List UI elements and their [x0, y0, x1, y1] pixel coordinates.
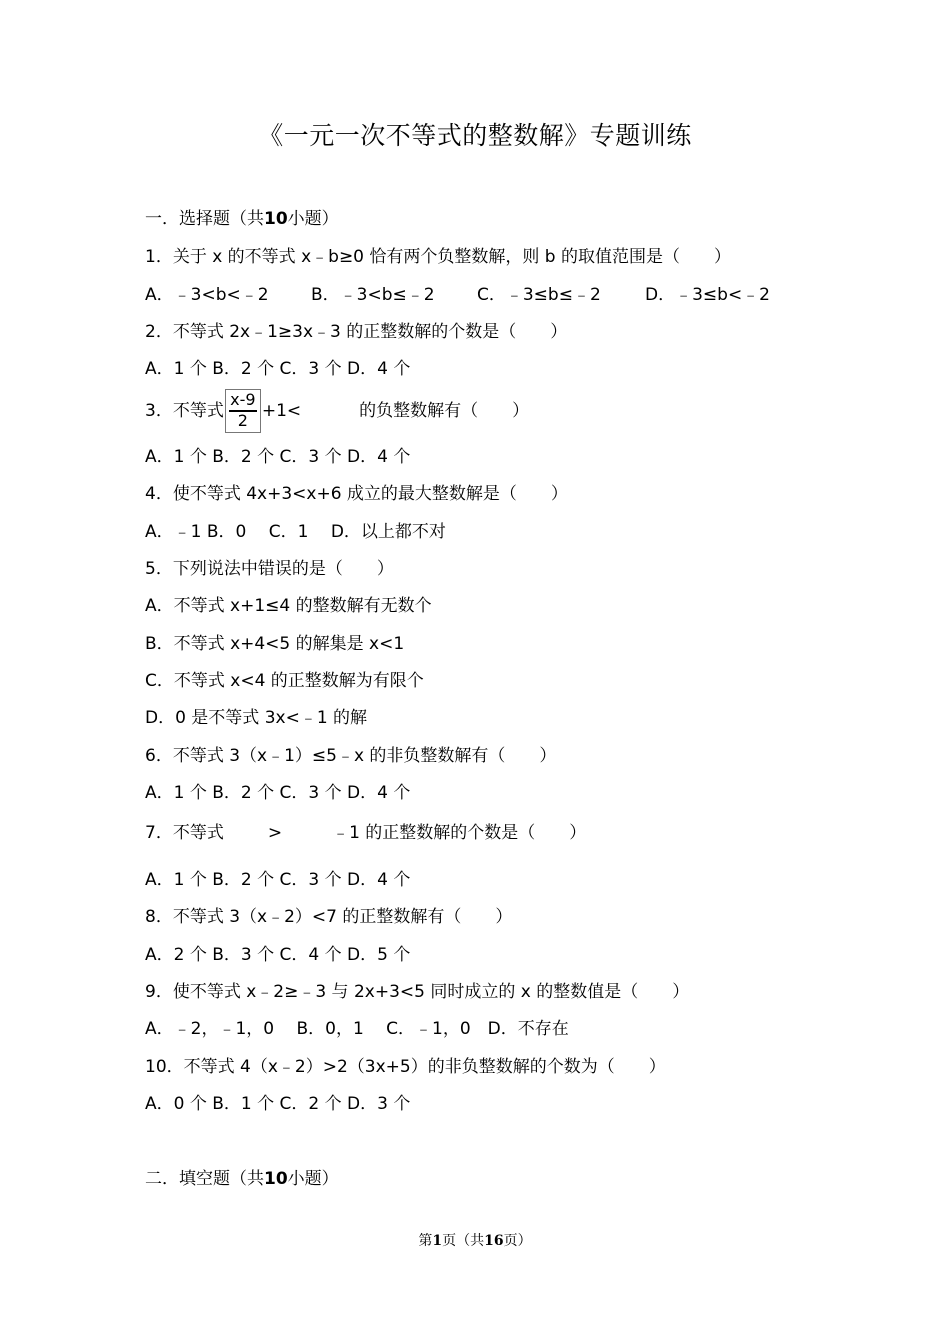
- fraction-numerator: x-9: [230, 390, 256, 409]
- section-suffix: 小题）: [287, 1169, 339, 1189]
- document-title: 《一元一次不等式的整数解》专题训练: [258, 121, 692, 150]
- option-b: B．﹣3<b≤﹣2: [311, 285, 435, 305]
- question-8: 8．不等式 3（x﹣2）<7 的正整数解有（ ）: [145, 907, 513, 927]
- question-4: 4．使不等式 4x+3<x+6 成立的最大整数解是（ ）: [145, 484, 568, 504]
- page-footer: [0, 1230, 950, 1250]
- question-4-options: A．﹣1 B．0 C．1 D．以上都不对: [145, 522, 446, 542]
- question-6: 6．不等式 3（x﹣1）≤5﹣x 的非负整数解有（ ）: [145, 746, 557, 766]
- fraction-image: [225, 389, 261, 433]
- question-5-option-c: C．不等式 x<4 的正整数解为有限个: [145, 671, 424, 691]
- question-3-options: A．1 个 B．2 个 C．3 个 D．4 个: [145, 447, 411, 467]
- question-9-options: A．﹣2，﹣1，0 B．0，1 C．﹣1，0 D．不存在: [145, 1019, 569, 1039]
- footer-pre: 第: [418, 1233, 433, 1249]
- question-1: 1．关于 x 的不等式 x﹣b≥0 恰有两个负整数解，则 b 的取值范围是（ ）: [145, 247, 732, 267]
- option-d: D．﹣3≤b<﹣2: [645, 285, 771, 305]
- question-8-options: A．2 个 B．3 个 C．4 个 D．5 个: [145, 945, 411, 965]
- greater-than-sign: >: [267, 823, 283, 843]
- option-c: C．﹣3≤b≤﹣2: [477, 285, 601, 305]
- section-heading-fill: [145, 1168, 339, 1190]
- section-prefix: 二．填空题（共: [145, 1169, 264, 1189]
- question-7-options: A．1 个 B．2 个 C．3 个 D．4 个: [145, 870, 411, 890]
- question-2: 2．不等式 2x﹣1≥3x﹣3 的正整数解的个数是（ ）: [145, 322, 568, 342]
- question-5-option-a: A．不等式 x+1≤4 的整数解有无数个: [145, 596, 432, 616]
- question-10: 10．不等式 4（x﹣2）>2（3x+5）的非负整数解的个数为（ ）: [145, 1057, 666, 1077]
- footer-mid: 页（共: [442, 1233, 485, 1249]
- footer-total-pages: 16: [484, 1233, 504, 1249]
- question-1-options: [145, 284, 770, 306]
- question-3: [145, 387, 529, 435]
- question-10-options: A．0 个 B．1 个 C．2 个 D．3 个: [145, 1094, 411, 1114]
- fraction-denominator: 2: [237, 411, 248, 430]
- section-heading-choice: [145, 208, 339, 230]
- question-7: [145, 822, 586, 844]
- question-3-middle: +1<: [261, 401, 302, 421]
- question-2-options: A．1 个 B．2 个 C．3 个 D．4 个: [145, 359, 411, 379]
- question-7-suffix: ﹣1 的正整数解的个数是（ ）: [332, 823, 587, 843]
- question-9: 9．使不等式 x﹣2≥﹣3 与 2x+3<5 同时成立的 x 的整数值是（ ）: [145, 982, 690, 1002]
- section-count: 10: [264, 1169, 288, 1189]
- question-3-prefix: 3．不等式: [145, 401, 224, 421]
- question-3-suffix: 的负整数解有（ ）: [359, 401, 530, 421]
- option-a: A．﹣3<b<﹣2: [145, 285, 269, 305]
- question-6-options: A．1 个 B．2 个 C．3 个 D．4 个: [145, 783, 411, 803]
- section-suffix: 小题）: [287, 209, 339, 229]
- footer-post: 页）: [503, 1233, 532, 1249]
- question-5-option-d: D．0 是不等式 3x<﹣1 的解: [145, 708, 368, 728]
- footer-page-number: 1: [432, 1233, 443, 1249]
- section-count: 10: [264, 209, 288, 229]
- section-prefix: 一．选择题（共: [145, 209, 264, 229]
- question-5-option-b: B．不等式 x+4<5 的解集是 x<1: [145, 634, 405, 654]
- question-7-prefix: 7．不等式: [145, 823, 224, 843]
- question-5: 5．下列说法中错误的是（ ）: [145, 559, 394, 579]
